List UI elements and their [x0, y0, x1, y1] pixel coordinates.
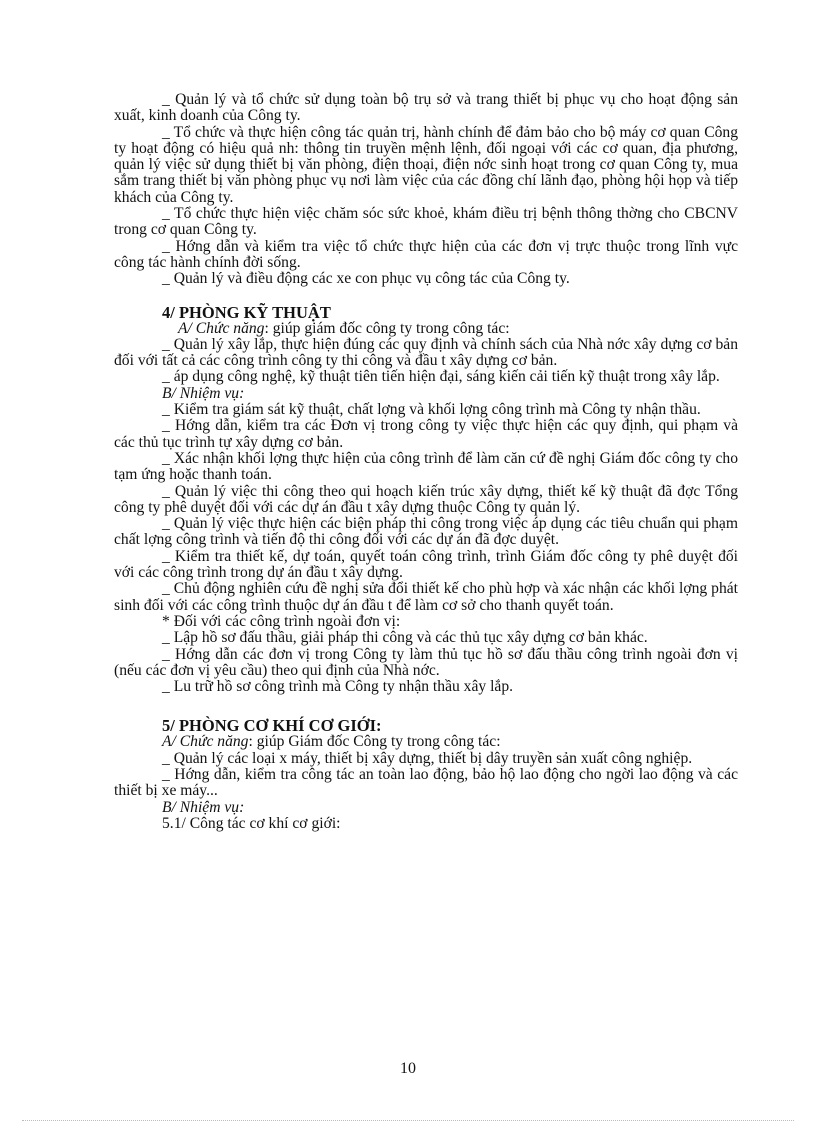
paragraph: _ Lu trữ hồ sơ công trình mà Công ty nhận thầu xây lắp. — [162, 678, 514, 696]
page-bottom-divider — [22, 1120, 794, 1121]
paragraph: _ Hớng dẫn, kiểm tra công tác an toàn lao động, bảo hộ lao động cho ngời lao động và các thiết bị xe máy... — [114, 765, 738, 800]
paragraph: _ Kiểm tra thiết kế, dự toán, quyết toán công trình, trình Giám đốc công ty phê duyệt đối với các công trình trong dự án đầu t xây dựng. — [114, 547, 738, 582]
section-heading: 5/ PHÒNG CƠ KHÍ CƠ GIỚI: — [162, 716, 382, 736]
paragraph: _ Quản lý việc thực hiện các biện pháp thi công trong việc áp dụng các tiêu chuẩn qui phạm chất lợng công trình và tiến độ thi công đối với các dự án đã đợc duyệt. — [114, 515, 738, 549]
duty-heading: B/ Nhiệm vụ: — [162, 798, 245, 816]
duty-heading: B/ Nhiệm vụ: — [162, 384, 245, 402]
paragraph: _ Quản lý xây lắp, thực hiện đúng các quy định và chính sách của Nhà nớc xây dựng cơ bản đối với tất cả các công trình công ty thi công và đầu t xây dựng cơ bản. — [114, 335, 738, 370]
paragraph: _ Quản lý và tổ chức sử dụng toàn bộ trụ sở và trang thiết bị phục vụ cho hoạt động sản xuất, kinh doanh của Công ty. — [114, 91, 738, 125]
paragraph: _ Lập hồ sơ đấu thầu, giải pháp thi công và các thủ tục xây dựng cơ bản khác. — [162, 629, 648, 647]
page-number: 10 — [400, 1060, 416, 1077]
external-works-heading: * Đối với các công trình ngoài đơn vị: — [162, 612, 401, 630]
function-heading — [114, 321, 738, 337]
paragraph: _ Chủ động nghiên cứu đề nghị sửa đổi thiết kế cho phù hợp và xác nhận các khối lợng phát sinh đối với các công trình thuộc dự án đầu t để làm cơ sở cho thanh quyết toán. — [114, 580, 738, 614]
paragraph: _ Xác nhận khối lợng thực hiện của công trình để làm căn cứ đề nghị Giám đốc công ty cho tạm ứng hoặc thanh toán. — [114, 449, 738, 484]
paragraph: _ Quản lý các loại x máy, thiết bị xây dựng, thiết bị dây truyền sản xuất công nghiệp. — [162, 749, 693, 767]
paragraph: _ Quản lý việc thi công theo qui hoạch kiến trúc xây dựng, thiết kế kỹ thuật đã đợc Tổng công ty phê duyệt đối với các dự án đầu t xây dựng thuộc Công ty quản lý. — [114, 482, 738, 516]
function-label: A/ Chức năng — [178, 319, 265, 337]
paragraph: _ Hớng dẫn các đơn vị trong Công ty làm thủ tục hồ sơ đấu thầu công trình ngoài đơn vị (nếu các đơn vị yêu cầu) theo qui định của Nhà nớc. — [114, 645, 738, 679]
function-text: : giúp giám đốc công ty trong công tác: — [264, 319, 510, 337]
paragraph: _ Hớng dẫn và kiểm tra việc tổ chức thực hiện của các đơn vị trực thuộc trong lĩnh vực công tác hành chính đời sống. — [114, 237, 738, 271]
subsection-heading: 5.1/ Công tác cơ khí cơ giới: — [162, 814, 341, 832]
paragraph: _ Hớng dẫn, kiểm tra các Đơn vị trong công ty việc thực hiện các quy định, qui phạm và các thủ tục trình tự xây dựng cơ bản. — [114, 417, 738, 451]
paragraph: _ áp dụng công nghệ, kỹ thuật tiên tiến hiện đại, sáng kiến cải tiến kỹ thuật trong xây lắp. — [162, 368, 720, 386]
paragraph: _ Kiểm tra giám sát kỹ thuật, chất lợng và khối lợng công trình mà Công ty nhận thầu. — [162, 401, 701, 419]
paragraph: _ Quản lý và điều động các xe con phục vụ công tác của Công ty. — [162, 270, 570, 288]
section-heading: 4/ PHÒNG KỸ THUẬT — [162, 302, 331, 322]
function-heading — [114, 734, 738, 750]
paragraph: _ Tổ chức thực hiện việc chăm sóc sức khoẻ, khám điều trị bệnh thông thờng cho CBCNV trong cơ quan Công ty. — [114, 205, 738, 239]
function-text: : giúp Giám đốc Công ty trong công tác: — [248, 733, 501, 751]
function-label: A/ Chức năng — [162, 733, 249, 751]
paragraph: _ Tổ chức và thực hiện công tác quản trị, hành chính để đảm bảo cho bộ máy cơ quan Công ty hoạt động có hiệu quả nh: thông tin truyền mệnh lệnh, đối ngoại với các cơ quan, địa phương, quản lý việc sử dụng thiết bị văn phòng, điện thoại, điện nớc sinh hoạt trong cơ quan Công ty, mua sắm trang thiết bị văn phòng phục vụ nơi làm việc của các đồng chí lãnh đạo, phòng hội họp và tiếp khách của Công ty. — [114, 123, 738, 206]
document-page — [114, 92, 738, 832]
